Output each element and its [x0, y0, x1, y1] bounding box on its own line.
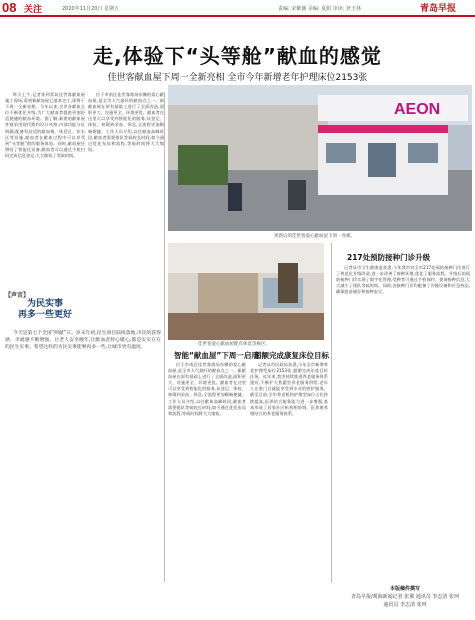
newspaper-logo [420, 1, 456, 14]
smart-station-paragraph: 位于市南区佳世客商场东侧的爱心献血屋,是全市人气最旺的献血点之一。新献血屋在原有基础上进行了全面改造,面积更大、设施更全、环境更优。献血者在这里可以享受到智能化的服务,从登记、体检、初筛到采血、休息,全流程更加顺畅便捷。工作人员介绍,以往献血高峰时段,献血者需要排队等候较长时间,如今通过优化布局和流程,等候时间将大大缩短。 [168, 362, 246, 416]
editorial-text [5, 330, 161, 580]
section-title-smart: 智能“献血屋”下周一启用 [174, 351, 259, 360]
byline-box [335, 585, 475, 608]
interior-photo [168, 243, 324, 340]
editorial-paragraph: 今天是第七个全国“两献”日。岁末年初,民生项目陆续落地,市民的获得感、幸福感不断增强。让老人安享晚年,让献血者舒心暖心,都是实实在在的民生实事。希望这样的为民实事能够再多一些,让城市更有温度。 [5, 331, 161, 350]
byline-reporters: 青岛早报/观海新闻记者 张翼 通讯员 李志清 张珂 [350, 594, 460, 600]
smart-station-text [168, 362, 246, 582]
issue-date: 2020年11月20日 星期五 [62, 6, 120, 12]
page-number: 08 [2, 0, 17, 15]
editorial-tag: 【声音】 [5, 292, 30, 299]
page-headline: 走,体验下“头等舱”献血的感觉 [93, 44, 382, 68]
editorial-box [5, 290, 85, 320]
main-photo-caption: 更新后的佳世客爱心献血屋下周一亮相。 [274, 234, 355, 239]
svg-text:AEON: AEON [394, 101, 441, 118]
lead-article-paragraph: 昨天上午,记者来到青岛佳世客献血屋施工现场,看到新献血屋已基本完工,即将于下周一全新亮相。今年以来,全市各献血点位不断优化升级,为广大献血者提供更加舒适便捷的献血环境。据了解,新建的献血屋外观采用现代简约设计风格,内部功能分区明确,配备有舒适的献血椅、休息区、饮水区等设施,献血者在献血过程中可以享受到“头等舱”般的服务体验。同时,献血屋还增设了智能化设备,献血者可以通过手机扫码完成信息登记,大大缩短了等候时间。 [5, 92, 85, 158]
editorial-title-1: 为民实事 [26, 299, 63, 309]
section-title-vaccination: 217处预防接种门诊升级 [347, 253, 431, 262]
beds-text [250, 362, 328, 582]
beds-paragraph: 记者从市民政局获悉,今年全市新增养老护理型床位2153张,超额完成年度目标任务。近年来,我市持续推进养老服务体系建设,不断扩大普惠型养老服务供给,老年人在家门口就能享受到专业的照护服务。截至目前,全市养老机构护理型床位占比持续提高,医养结合服务能力进一步增强,基本形成了居家社区机构相协调、医养康养相结合的养老服务体系。 [250, 362, 328, 416]
editorial-title-2: 再多一些更好 [17, 310, 72, 320]
header-rule [0, 15, 475, 17]
lead-article-paragraph-2: 位于市南区佳世客商场东侧的爱心献血屋,是全市人气最旺的献血点之一。新献血屋在原有基础上进行了全面改造,面积更大、设施更全、环境更优。献血者在这里可以享受到智能化的服务,从登记、体检、初筛到采血、休息,全流程更加顺畅便捷。工作人员介绍,以往献血高峰时段,献血者需要排队等候较长时间,如今通过优化布局和流程,等候时间将大大缩短。 [88, 92, 164, 152]
lead-article-text-continued [88, 92, 164, 282]
donation-house-illustration [168, 85, 472, 231]
byline-title: 本版稿件撰写 [389, 586, 420, 592]
byline-correspondents: 通讯员 李志清 张珂 [383, 602, 427, 608]
column-divider [164, 92, 165, 582]
lead-article-text [5, 92, 85, 282]
logo-text: 青岛早报 [420, 4, 457, 14]
editor-credits: 责编: 宋紫薇 美编: 夏娟 审读: 狄玉林 [278, 6, 362, 12]
vaccination-text [336, 265, 470, 577]
vaccination-paragraph: 记者从市卫生健康委获悉,今年我市对全市217处预防接种门诊进行了规范化升级改造,进一步改善了接种环境,优化了服务流程。升级后的预防接种门诊实现了数字化管理,受种者可通过手机预约、查询接种信息,大大减少了排队等候时间。同时,各接种门诊均配备了冷链设备和应急药品,确保疫苗储存和接种安全。 [336, 265, 470, 295]
main-photo [168, 85, 472, 231]
page-subhead: 佳世客献血屋下周一全新亮相 全市今年新增老年护理床位2153张 [107, 73, 368, 83]
interior-illustration [168, 243, 324, 340]
section-name: 关注 [24, 5, 43, 15]
interior-photo-caption: 佳世客爱心献血屋配有休息等候区。 [198, 342, 270, 347]
column-divider-2 [331, 243, 332, 583]
section-title-beds: 超额完成康复床位目标 [254, 351, 329, 360]
page-header [0, 0, 475, 16]
